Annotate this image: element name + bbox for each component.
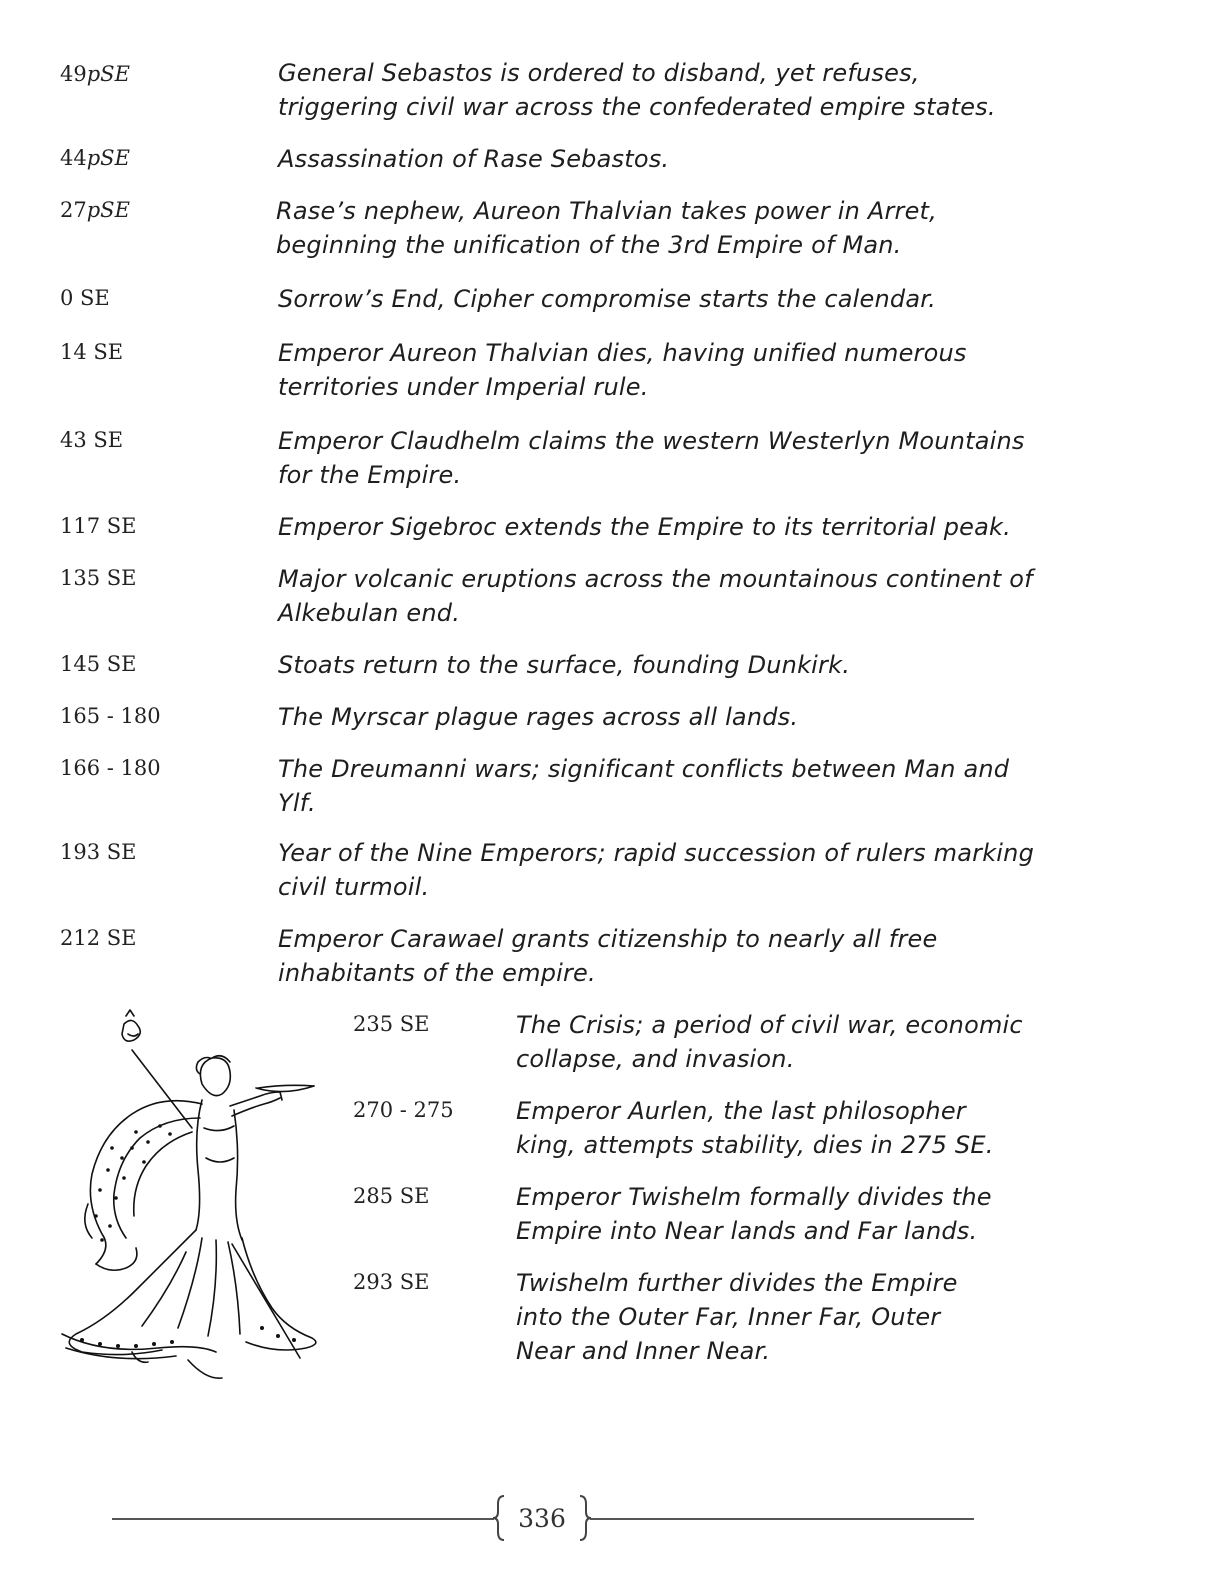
right-brace-ornament (578, 1494, 592, 1542)
entry-description: General Sebastos is ordered to disband, yet refuses, triggering civil war across the confederated empire states. (278, 59, 996, 121)
entry-year: 293 SE (353, 1270, 430, 1294)
entry-year: 270 - 275 (353, 1098, 454, 1122)
entry-year: 43 SE (60, 428, 124, 452)
entry-description: Emperor Carawael grants citizenship to nearly all free inhabitants of the empire. (278, 925, 938, 987)
entry-description: The Dreumanni wars; significant conflicts between Man and Ylf. (278, 755, 1010, 817)
entry-description: Sorrow’s End, Cipher compromise starts the calendar. (278, 285, 936, 313)
entry-year: 165 - 180 (60, 704, 161, 728)
entry-year: 27pSE (60, 198, 130, 222)
entry-description: Stoats return to the surface, founding Dunkirk. (278, 651, 851, 679)
entry-year: 212 SE (60, 926, 137, 950)
entry-description: Rase’s nephew, Aureon Thalvian takes power in Arret, beginning the unification of the 3rd Empire of Man. (276, 197, 937, 259)
entry-year: 117 SE (60, 514, 137, 538)
entry-description: The Myrscar plague rages across all lands. (278, 703, 799, 731)
entry-year: 49pSE (60, 62, 130, 86)
entry-description: Emperor Aureon Thalvian dies, having unified numerous territories under Imperial rule. (278, 339, 967, 401)
entry-year: 135 SE (60, 566, 137, 590)
entry-description: Major volcanic eruptions across the mountainous continent of Alkebulan end. (278, 565, 1033, 627)
entry-year: 285 SE (353, 1184, 430, 1208)
entry-description: Emperor Claudhelm claims the western Westerlyn Mountains for the Empire. (278, 427, 1025, 489)
entry-description: The Crisis; a period of civil war, economic collapse, and invasion. (516, 1011, 1023, 1073)
entry-description: Emperor Sigebroc extends the Empire to its territorial peak. (278, 513, 1011, 541)
footer-rule-right (590, 1518, 974, 1520)
entry-year: 193 SE (60, 840, 137, 864)
entry-year: 14 SE (60, 340, 124, 364)
entry-year: 145 SE (60, 652, 137, 676)
entry-year: 166 - 180 (60, 756, 161, 780)
page-number: 336 (518, 1504, 566, 1533)
entry-description: Emperor Aurlen, the last philosopher king, attempts stability, dies in 275 SE. (516, 1097, 994, 1159)
entry-description: Assassination of Rase Sebastos. (278, 145, 670, 173)
entry-description: Twishelm further divides the Empire into the Outer Far, Inner Far, Outer Near and Inner Near. (516, 1269, 958, 1365)
entry-description: Year of the Nine Emperors; rapid succession of rulers marking civil turmoil. (278, 839, 1035, 901)
entry-year: 0 SE (60, 286, 110, 310)
dancing-figure-illustration (52, 1008, 328, 1394)
footer-rule-left (112, 1518, 494, 1520)
entry-year: 44pSE (60, 146, 130, 170)
entry-description: Emperor Twishelm formally divides the Empire into Near lands and Far lands. (516, 1183, 992, 1245)
entry-year: 235 SE (353, 1012, 430, 1036)
